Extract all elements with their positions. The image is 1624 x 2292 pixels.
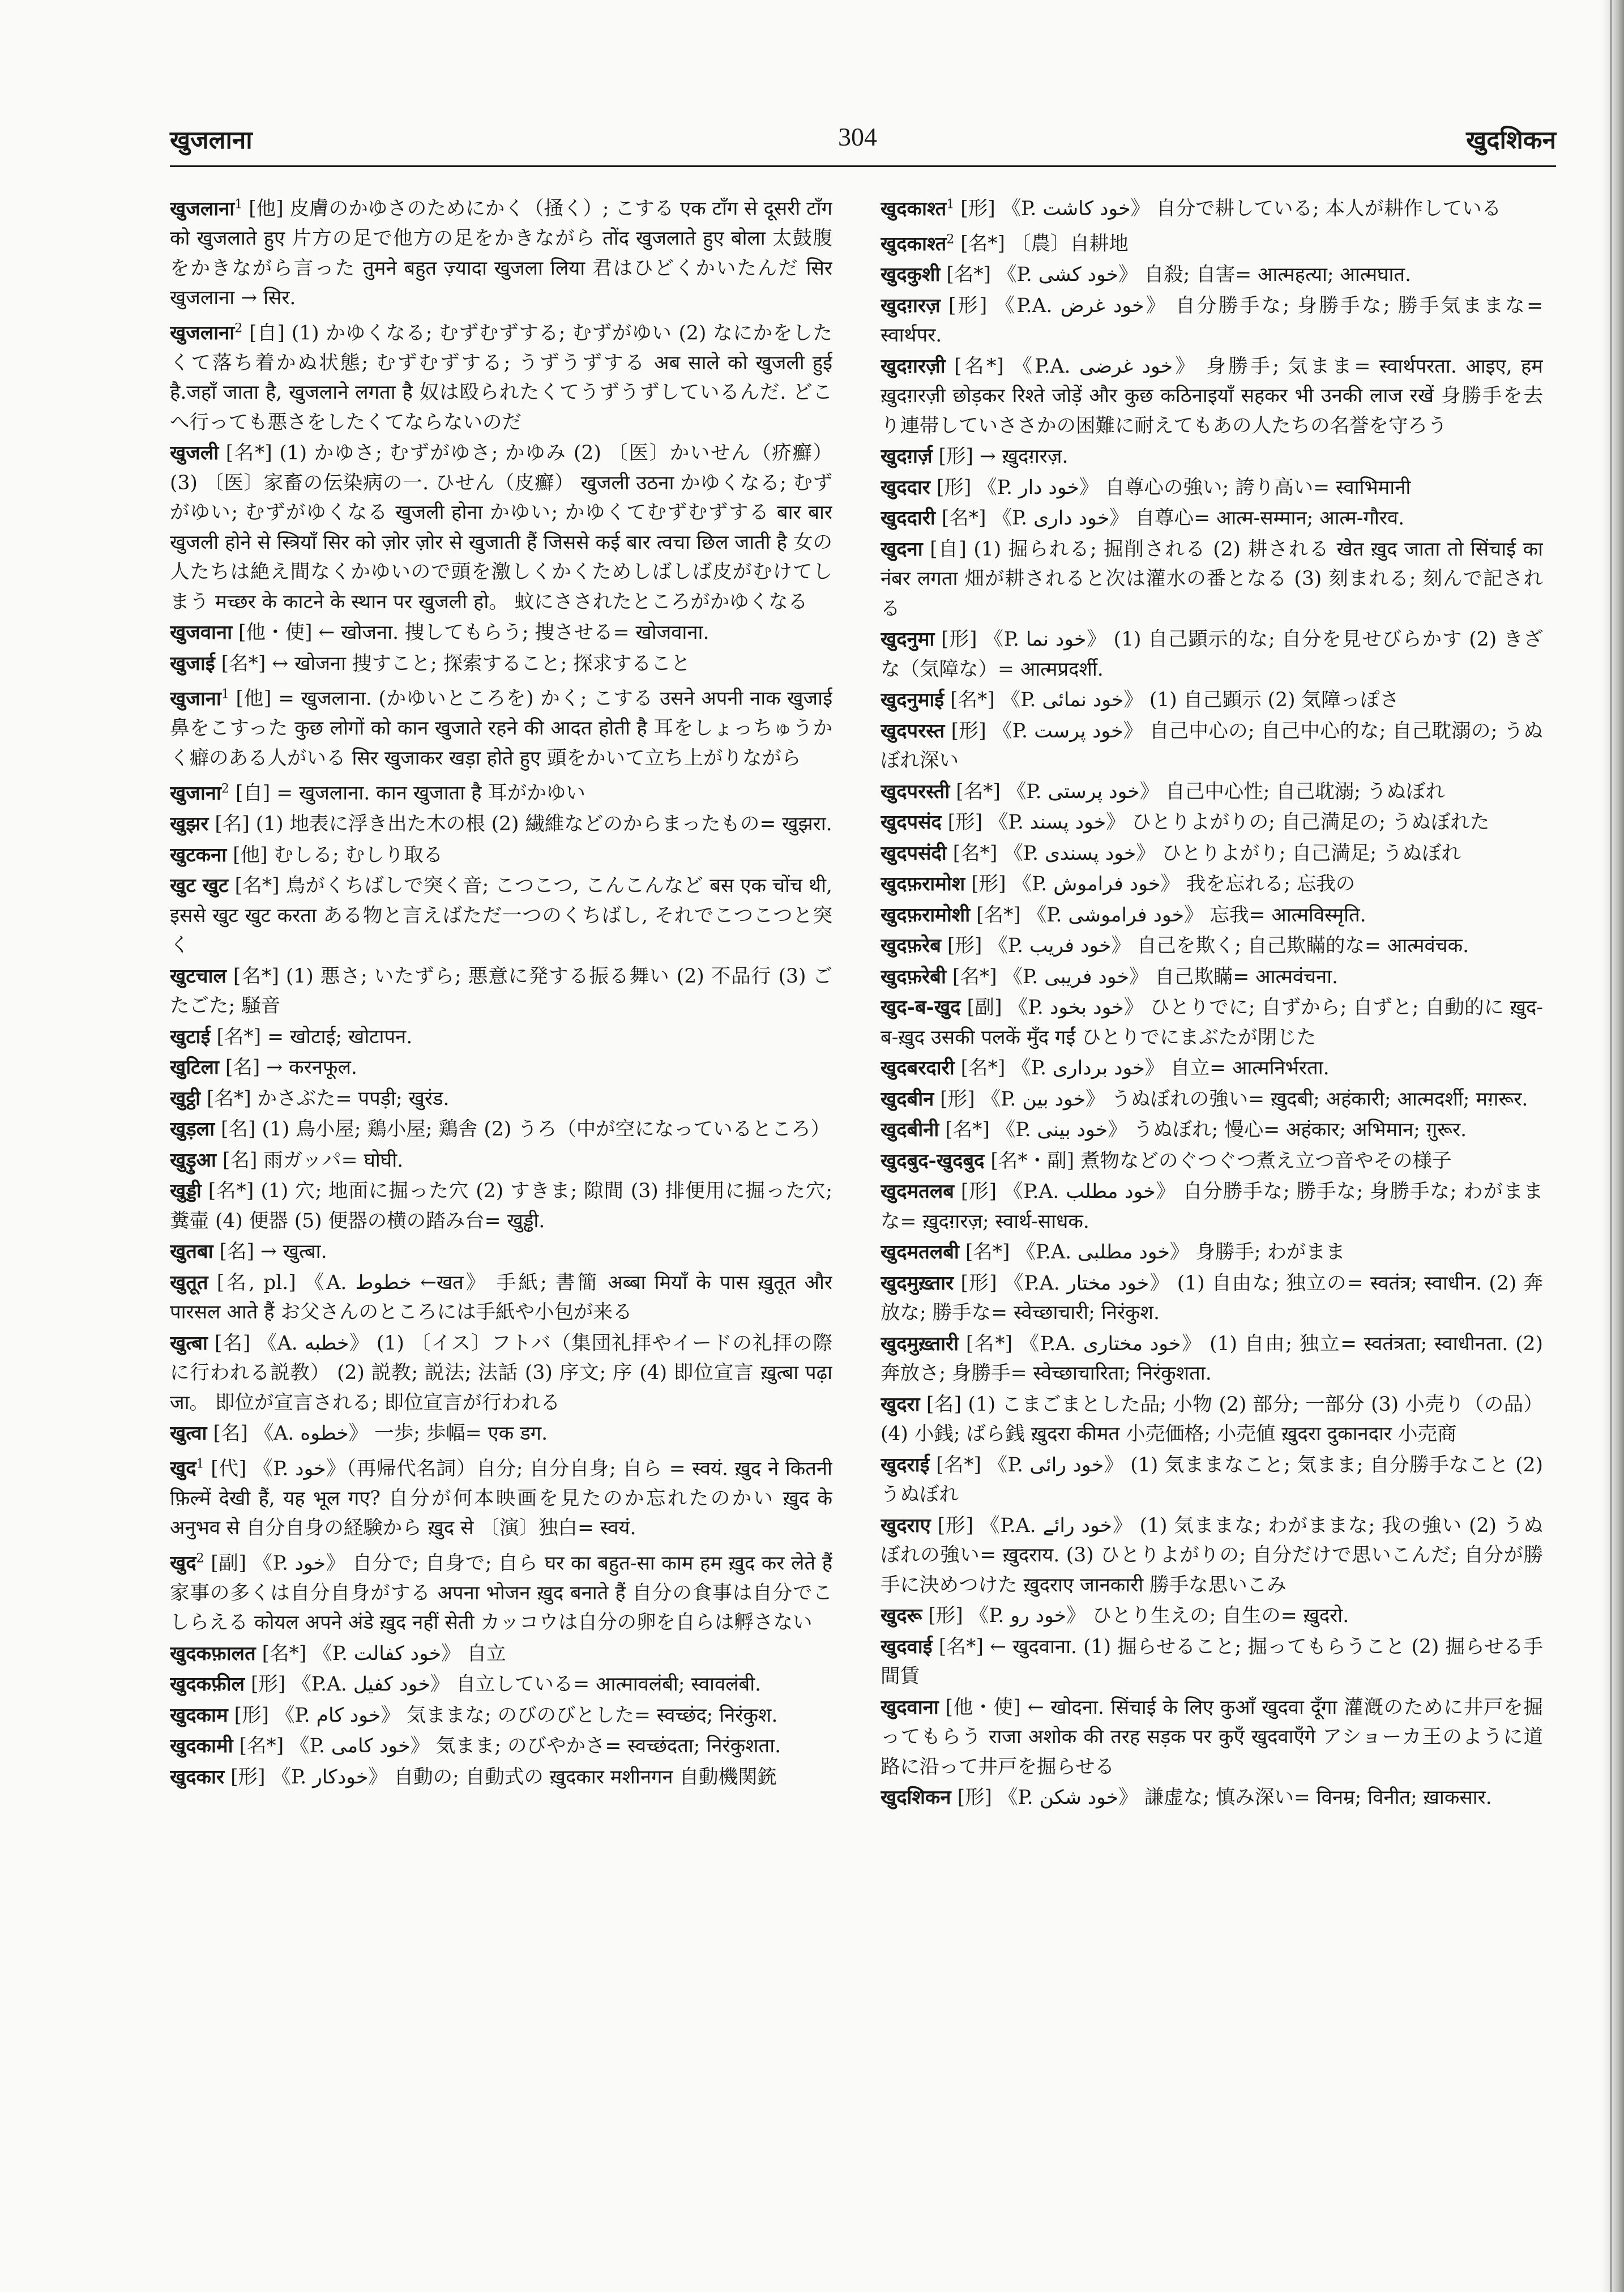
entry-definition: [自] = खुजलाना. कान खुजाता है 耳がかゆい (235, 782, 586, 805)
entry-definition: [形] 《P. خود فراموش》 我を忘れる; 忘我の (971, 873, 1356, 895)
entry-definition: [名*] かさぶた= पपड़ी; खुरंड. (207, 1087, 450, 1110)
entry-definition: [名*] 《P. خود پسندی》 ひとりよがり; 自己満足; うぬぼれ (952, 842, 1461, 865)
dictionary-entry (170, 1268, 832, 1328)
dictionary-entry (881, 535, 1543, 624)
entry-definition: [名*] 《P. خود پرستی》 自己中心性; 自己耽溺; うぬぼれ (956, 780, 1445, 803)
dictionary-entry (881, 190, 1543, 224)
entry-definition: [名*] (1) 悪さ; いたずら; 悪意に発する振る舞い (2) 不品行 (3) ごたごた; 騒音 (170, 964, 832, 1017)
page-header (170, 122, 1556, 161)
dictionary-entry (881, 1269, 1543, 1328)
entry-headword: खुदबरदारी (881, 1057, 955, 1079)
entry-definition: [名] (1) こまごまとした品; 小物 (2) 部分; 一部分 (3) 小売り（の品） (4) 小銭; ばら銭 ख़ुदरा कीमत 小売価格; 小売値 ख़ुदरा दुकानदार 小売商 (881, 1393, 1543, 1445)
entry-headword: खुड़ुआ (170, 1149, 216, 1172)
dictionary-entry (170, 1329, 832, 1418)
entry-definition: [名] 《A. خطوه》 一歩; 歩幅= एक डग. (213, 1422, 548, 1445)
entry-definition: [他] 皮膚のかゆさのためにかく（掻く）; こする एक टाँग से दूसरी टाँग को खुजलाते हुए 片方の足で他方の足をかきながら तोंद खुजलाते हुए बोला 太鼓腹をかきながら言った तुमने बहुत ज़्यादा खुजला लिया 君はひどくかいたんだ सिर खुजलाना → सिर. (170, 197, 832, 309)
page-number: 304 (838, 122, 877, 151)
entry-definition: [名*] 《P. خود کشی》 自殺; 自害= आत्महत्या; आत्मघात. (946, 263, 1412, 286)
entry-headword: खुड़ला (170, 1118, 215, 1141)
dictionary-entry (170, 1639, 832, 1669)
dictionary-entry (170, 871, 832, 961)
entry-headword: खुदबीन (881, 1087, 934, 1111)
left-column (170, 190, 832, 2251)
dictionary-entry (170, 314, 832, 438)
entry-definition: [形] 《P. خود شکن》 謙虚な; 慎み深い= विनम्र; विनीत; ख़ाकसार. (957, 1786, 1492, 1809)
dictionary-entry (881, 1390, 1543, 1449)
dictionary-entry (881, 900, 1543, 931)
dictionary-entry (170, 1670, 832, 1700)
entry-headword: खुदवाई (881, 1635, 933, 1658)
entry-definition: [名*] 《P. خود رائی》 (1) 気ままなこと; 気まま; 自分勝手なこと (2) うぬぼれ (881, 1453, 1543, 1506)
dictionary-entry (881, 808, 1543, 838)
dictionary-entry (170, 649, 832, 679)
entry-headword: खुदकाश्त$^2$ (881, 232, 955, 255)
entry-definition: [名*] (1) 穴; 地面に掘った穴 (2) すきま; 隙間 (3) 排便用に掘った穴; 糞壷 (4) 便器 (5) 便器の横の踏み台= खुड्ढी. (170, 1180, 832, 1232)
entry-definition: [副] 《P. خود بخود》 ひとりでに; 自ずから; 自ずと; 自動的に ख़ुद-ब-ख़ुद उसकी पलकें मुँद गईं ひとりでにまぶたが閉じた (881, 996, 1543, 1049)
entry-headword: खुदग़रज़ी (881, 355, 946, 378)
entry-headword: खुदफ़रेब (881, 934, 941, 957)
dictionary-entry (170, 840, 832, 870)
dictionary-entry (881, 625, 1543, 684)
entry-headword: खुजाना$^2$ (170, 782, 229, 805)
entry-definition: [副] 《P. خود》 自分で; 自身で; 自ら घर का बहुत-सा काम हम ख़ुद कर लेते हैं 家事の多くは自分自身がする अपना भोजन ख़ुद बनाते हैं 自分の食事は自分でこしらえる कोयल अपने अंडे ख़ुद नहीं सेती カッコウは自分の卵を自らは孵さない (170, 1552, 832, 1634)
entry-definition: [名*] = खोटाई; खोटापन. (216, 1025, 413, 1048)
dictionary-entry (881, 1146, 1543, 1176)
dictionary-entry (881, 685, 1543, 715)
entry-definition: [名] → खुत्बा. (219, 1240, 327, 1263)
entry-headword: खुदरा (881, 1393, 920, 1416)
dictionary-entry (170, 962, 832, 1021)
entry-headword: खुदनुमा (881, 628, 935, 651)
entry-headword: खुद$^1$ (170, 1457, 204, 1480)
entry-headword: खुदफ़रामोशी (881, 903, 971, 927)
entry-definition: [名*] 《P. خود کفالت》 自立 (262, 1642, 506, 1665)
entry-headword: खुतबा (170, 1240, 213, 1263)
dictionary-entry (170, 1053, 832, 1083)
entry-headword: खुदपसंद (881, 811, 942, 834)
entry-headword: खुदफ़रेबी (881, 965, 946, 988)
entry-headword: खुदमुख़्तार (881, 1271, 954, 1295)
entry-headword: खुजवाना (170, 621, 233, 644)
dictionary-entry (881, 473, 1543, 503)
dictionary-entry (170, 190, 832, 313)
entry-headword: खुदवाना (881, 1696, 939, 1719)
dictionary-entry (881, 1115, 1543, 1145)
entry-definition: [形] 《P. خودکار》 自動の; 自動式の ख़ुदकार मशीनगन 自動機関銃 (230, 1765, 777, 1789)
entry-definition: [名*] 《P. خود کامی》 気まま; のびやかさ= स्वच्छंदता; निरंकुशता. (239, 1735, 781, 1757)
dictionary-entry (170, 809, 832, 839)
entry-definition: [名*] 鳥がくちばしで突く音; こつこつ, こんこんなど बस एक चोंच थी, इससे खुट खुट करता ある物と言えばただ一つのくちばし, それでこつこつと突く (170, 874, 832, 957)
entry-definition: [名*] 《P. خود بینی》 うぬぼれ; 慢心= अहंकार; अभिमान; ग़ुरूर. (945, 1119, 1467, 1141)
entry-headword: खुदबीनी (881, 1119, 939, 1141)
entry-definition: [名] (1) 鳥小屋; 鶏小屋; 鶏舎 (2) うろ（中が空になっているところ） (220, 1118, 831, 1141)
entry-definition: [形] 《P. خود کاشت》 自分で耕している; 本人が耕作している (960, 197, 1502, 220)
dictionary-entry (170, 1115, 832, 1145)
dictionary-entry (881, 1783, 1543, 1813)
entry-headword: खुदबुद-खुदबुद (881, 1149, 985, 1172)
dictionary-entry (170, 1762, 832, 1792)
entry-headword: खुददारी (881, 507, 935, 530)
entry-headword: खुदराए (881, 1514, 931, 1537)
entry-headword: खुत्बा (170, 1331, 208, 1355)
entry-headword: खुटचाल (170, 964, 226, 988)
entry-definition: [形] 《P. خود نما》 (1) 自己顕示的な; 自分を見せびらかす (2) きざな（気障な）= आत्मप्रदर्शी. (881, 628, 1543, 681)
homonym-number: 1 (234, 197, 243, 211)
dictionary-entry (170, 1237, 832, 1267)
entry-headword: खुदकुशी (881, 263, 941, 286)
homonym-number: 2 (234, 321, 243, 336)
entry-definition: [名*・副] 煮物などのぐつぐつ煮え立つ音やその様子 (990, 1149, 1452, 1172)
dictionary-entry (881, 1237, 1543, 1267)
homonym-number: 2 (221, 782, 229, 796)
entry-headword: खुदपरस्त (881, 719, 945, 742)
entry-headword: खुदपरस्ती (881, 780, 950, 803)
dictionary-entry (170, 680, 832, 773)
entry-definition: [名] (1) 地表に浮き出た木の根 (2) 繊維などのからまったもの= खुझरा. (215, 813, 832, 835)
entry-definition: [名*] 《P. خود فریبی》 自己欺瞞= आत्मवंचना. (952, 965, 1339, 988)
entry-definition: [名] 《A. خطبه》 (1) 〔イス〕フトバ（集団礼拝やイードの礼拝の際に行われる説教） (2) 説教; 説法; 法話 (3) 序文; 序 (4) 即位宣言 ख़ुत्बा पढ़ा जा。 即位が宣言される; 即位宣言が行われる (170, 1331, 832, 1414)
entry-definition: [形] 《P. خود فریب》 自己を欺く; 自己欺瞞的な= आत्मवंचक. (947, 934, 1469, 957)
entry-definition: [他・使] ← खोदना. सिंचाई के लिए कुआँ खुदवा दूँगा 灌漑のために井戸を掘ってもらう राजा अशोक की तरह सड़क पर कुएँ खुदवाएँगे アショーカ王のように道路に沿って井戸を掘らせる (881, 1696, 1543, 1778)
entry-definition: [名, pl.] 《A. خطوط ←खत》 手紙; 書簡 अब्बा मियाँ के पास ख़ुतूत और पारसल आते हैं お父さんのところには手紙や小包が来る (170, 1271, 832, 1324)
entry-definition: [自] (1) 掘られる; 掘削される (2) 耕される खेत ख़ुद जाता तो सिंचाई का नंबर लगता 畑が耕されると次は灌水の番となる (3) 刻まれる; 刻んで記される (881, 537, 1543, 620)
entry-definition: [形] → ख़ुदग़रज़. (938, 445, 1069, 468)
entry-definition: [形] 《P.A. خود کفیل》 自立している= आत्मावलंबी; स्वावलंबी. (250, 1673, 762, 1696)
dictionary-entry (170, 1146, 832, 1176)
entry-definition: [形] 《P. خود دار》 自尊心の強い; 誇り高い= स्वाभिमानी (936, 476, 1411, 499)
homonym-number: 1 (946, 197, 955, 211)
dictionary-entry (881, 260, 1543, 290)
entry-headword: खुटकना (170, 843, 227, 867)
dictionary-entry (881, 962, 1543, 992)
dictionary-entry (881, 1053, 1543, 1083)
entry-definition: [他] むしる; むしり取る (233, 843, 443, 867)
entry-definition: [他] = खुजलाना. (かゆいところを) かく; こする उसने अपनी नाक खुजाई 鼻をこすった कुछ लोगों को कान खुजाते रहने की आदत होती है 耳をしょっちゅうかく癖のある人がいる सिर खुजाकर खड़ा होते हुए 頭をかいて立ち上がりながら (170, 687, 832, 770)
dictionary-entry (881, 1177, 1543, 1236)
page-edge-shadow (1601, 0, 1624, 2292)
dictionary-entry (881, 1693, 1543, 1782)
entry-definition: [名] 雨ガッパ= घोघी. (222, 1149, 404, 1172)
entry-headword: खुजाना$^1$ (170, 687, 229, 710)
entry-definition: [形] 《P. خود کام》 気ままな; のびのびとした= स्वच्छंद; निरंकुश. (234, 1704, 778, 1727)
entry-headword: खुट्ठी (170, 1087, 201, 1110)
entry-headword: खुझर (170, 813, 209, 835)
entry-definition: [形] 《P.A. خود رائے》 (1) 気ままな; わがままな; 我の強い (2) うぬぼれの強い= ख़ुदराय. (3) ひとりよがりの; 自分だけで思いこんだ; 自分が勝手に決めつけた ख़ुदराए जानकारी 勝手な思いこみ (881, 1514, 1543, 1597)
dictionary-entry (170, 1544, 832, 1638)
entry-definition: [名*] ← खुदवाना. (1) 掘らせること; 掘ってもらうこと (2) 掘らせる手間賃 (881, 1635, 1543, 1688)
entry-definition: [代] 《P. خود》（再帰代名詞）自分; 自分自身; 自ら = स्वयं. ख़ुद ने कितनी फ़िल्में देखी हैं, यह भूल गए? 自分が何本映画を見たのか忘れたのかい ख़ुद के अनुभव से 自分自身の経験から ख़ुद से 〔演〕独白= स्वयं. (170, 1457, 832, 1539)
entry-definition: [名*] ↔ खोजना 捜すこと; 探索すること; 探求すること (221, 652, 691, 675)
entry-definition: [名*] 《P. خود داری》 自尊心= आत्म-सम्मान; आत्म-गौरव. (941, 507, 1405, 530)
dictionary-entry (881, 993, 1543, 1052)
entry-headword: खुदफ़रामोश (881, 873, 965, 895)
dictionary-entry (170, 1022, 832, 1052)
dictionary-entry (170, 774, 832, 808)
entry-headword: खुदमतलब (881, 1180, 954, 1203)
dictionary-entry (881, 869, 1543, 899)
dictionary-entry (881, 291, 1543, 351)
entry-headword: खुद$^2$ (170, 1551, 204, 1574)
dictionary-entry (881, 1511, 1543, 1600)
entry-definition: [名*] 《P.A. خود غرضی》 身勝手; 気まま= स्वार्थपरता. आइए, हम ख़ुदग़रज़ी छोड़कर रिश्ते जोड़ें और कुछ कठिनाइयाँ सहकर भी उनकी लाज रखें 身勝手を去り連帯していささかの困難に耐えてもあの人たちの名誉を守ろう (881, 355, 1543, 437)
entry-definition: [名*] 〔農〕自耕地 (960, 232, 1129, 255)
entry-headword: खुदग़र्ज़ (881, 445, 933, 468)
dictionary-entry (170, 1701, 832, 1731)
homonym-number: 1 (196, 1457, 204, 1471)
homonym-number: 2 (196, 1551, 204, 1566)
entry-headword: खुदमुख़्तारी (881, 1332, 959, 1355)
dictionary-entry (170, 438, 832, 617)
dictionary-entry (170, 1084, 832, 1114)
entry-headword: खुदकफ़ालत (170, 1642, 256, 1665)
entry-headword: खुद-ब-खुद (881, 996, 961, 1019)
dictionary-entry (170, 1450, 832, 1543)
dictionary-entry (170, 618, 832, 648)
entry-headword: खुदकफ़ील (170, 1673, 245, 1696)
entry-definition: [名*] 《P. خود برداری》 自立= आत्मनिर्भरता. (960, 1057, 1330, 1079)
dictionary-entry (881, 1450, 1543, 1510)
dictionary-entry (881, 931, 1543, 961)
dictionary-entry (881, 352, 1543, 441)
dictionary-entry (881, 1601, 1543, 1631)
dictionary-entry (170, 1419, 832, 1449)
dictionary-entry (881, 1329, 1543, 1389)
entry-definition: [名*] 《P. خود فراموشی》 忘我= आत्मविस्मृति. (976, 903, 1366, 927)
entry-definition: [名*] 《P. خود نمائی》 (1) 自己顕示 (2) 気障っぽさ (950, 689, 1399, 711)
dictionary-entry (170, 1176, 832, 1236)
entry-headword: खुदपसंदी (881, 842, 947, 865)
header-rule (170, 165, 1556, 167)
entry-definition: [形] 《P. خود پرست》 自己中心の; 自己中心的な; 自己耽溺の; うぬぼれ深い (881, 719, 1543, 772)
entry-headword: खुदनुमाई (881, 689, 945, 711)
entry-headword: खुदकाम (170, 1704, 228, 1727)
entry-definition: [名] → करनफूल. (225, 1056, 357, 1079)
entry-headword: खुदना (881, 537, 923, 561)
right-column (881, 190, 1543, 2251)
entry-headword: खुदमतलबी (881, 1241, 959, 1264)
entry-headword: खुटाई (170, 1025, 211, 1048)
entry-headword: खुटिला (170, 1056, 219, 1079)
dictionary-entry (881, 503, 1543, 533)
entry-headword: खुजाई (170, 652, 215, 675)
entry-headword: खुजलाना$^2$ (170, 321, 243, 344)
guide-word-right: खुदशिकन (1466, 126, 1556, 155)
entry-definition: [名*] 《P.A. خود مختاری》 (1) 自由; 独立= स्वतंत्रता; स्वाधीनता. (2) 奔放さ; 身勝手= स्वेच्छाचारिता; निरंकुशता. (881, 1332, 1543, 1385)
entry-definition: [他・使] ← खोजना. 捜してもらう; 捜させる= खोजवाना. (238, 621, 710, 644)
entry-headword: खुदग़रज़ (881, 294, 941, 317)
dictionary-entry (881, 1632, 1543, 1692)
entry-headword: खुजली (170, 442, 219, 464)
dictionary-entry (881, 777, 1543, 807)
entry-definition: [形] 《P. خود بین》 うぬぼれの強い= ख़ुदबी; अहंकारी; आत्मदर्शी; मग़रूर. (940, 1087, 1528, 1111)
dictionary-entry (881, 442, 1543, 472)
dictionary-entry (170, 1731, 832, 1761)
dictionary-entry (881, 1085, 1543, 1115)
dictionary-entry (881, 839, 1543, 869)
entry-headword: खुदकामी (170, 1735, 233, 1757)
entry-definition: [形] 《P. خود رو》 ひとり生えの; 自生の= ख़ुदरो. (928, 1604, 1349, 1627)
dictionary-entry (881, 716, 1543, 776)
dictionary-entry (881, 225, 1543, 259)
entry-definition: [形] 《P. خود پسند》 ひとりよがりの; 自己満足の; うぬぼれた (947, 811, 1490, 834)
entry-headword: खुदराई (881, 1453, 930, 1476)
entry-definition: [自] (1) かゆくなる; むずむずする; むずがゆい (2) なにかをしたくて落ち着かぬ状態; むずむずする; うずうずする अब साले को खुजली हुई है.जहाँ जाता है, खुजलाने लगता है 奴は殴られたくてうずうずしているんだ. どこへ行っても悪さをしたくてならないのだ (170, 322, 832, 434)
homonym-number: 2 (946, 232, 955, 246)
entry-headword: खुदशिकन (881, 1786, 951, 1809)
entry-headword: खुदकार (170, 1765, 225, 1789)
entry-definition: [名*] 《P.A. خود مطلبی》 身勝手; わがまま (965, 1241, 1345, 1264)
homonym-number: 1 (221, 687, 229, 701)
entry-headword: खुदरू (881, 1604, 922, 1627)
entry-headword: खुदकाश्त$^1$ (881, 197, 955, 220)
entry-headword: खुड्डी (170, 1180, 202, 1202)
entry-definition: [形] 《P.A. خود غرض》 自分勝手な; 身勝手な; 勝手気ままな= स्वार्थपर. (881, 294, 1543, 347)
guide-word-left: खुजलाना (170, 126, 253, 155)
entry-definition: [名*] (1) かゆさ; むずがゆさ; かゆみ (2) 〔医〕かいせん（疥癬） (3) 〔医〕家畜の伝染病の一. ひせん（皮癬） खुजली उठना かゆくなる; むずがゆい; むずがゆくなる खुजली होना かゆい; かゆくてむずむずする बार बार खुजली होने से स्त्रियाँ सिर को ज़ोर ज़ोर से खुजाती हैं जिससे कई बार त्वचा छिल जाती है 女の人たちは絶え間なくかゆいので頭を激しくかくためしばしば皮がむけてしまう मच्छर के काटने के स्थान पर खुजली हो。 蚊にさされたところがかゆくなる (170, 442, 832, 613)
entry-headword: खुजलाना$^1$ (170, 197, 243, 220)
entry-headword: खुतूत (170, 1271, 208, 1294)
entry-headword: खुट खुट (170, 874, 229, 897)
entry-definition: [形] 《P.A. خود مطلب》 自分勝手な; 勝手な; 身勝手な; わがままな= ख़ुदग़रज़; स्वार्थ-साधक. (881, 1180, 1543, 1233)
entry-headword: खुददार (881, 476, 930, 499)
entry-definition: [形] 《P.A. خود مختار》 (1) 自由な; 独立の= स्वतंत्र; स्वाधीन. (2) 奔放な; 勝手な= स्वेच्छाचारी; निरंकुश. (881, 1271, 1543, 1324)
entry-headword: खुत्वा (170, 1422, 207, 1445)
